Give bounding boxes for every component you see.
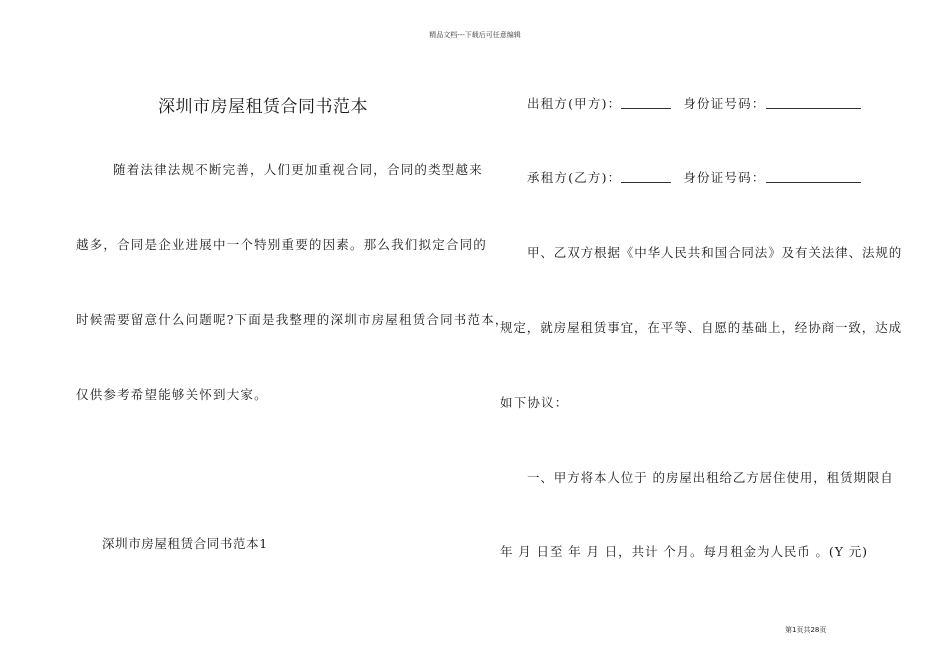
preamble-line-2: 规定，就房屋租赁事宜，在平等、自愿的基础上，经协商一致，达成 xyxy=(500,320,903,335)
lessor-id-blank xyxy=(766,96,861,109)
lessee-row xyxy=(527,168,861,186)
header-note: 精品文档---下载后可任意编辑 xyxy=(429,31,521,39)
page-indicator: 第1页共28页 xyxy=(785,626,827,634)
clause-1-line-2: 年 月 日至 年 月 日，共计 个月。每月租金为人民币 。(Y 元) xyxy=(500,544,868,559)
intro-line-4: 仅供参考希望能够关怀到大家。 xyxy=(76,387,268,402)
lessor-row xyxy=(527,94,861,112)
lessor-label: 出租方(甲方)： xyxy=(527,96,622,111)
preamble-line-3: 如下协议： xyxy=(500,395,569,410)
intro-line-2: 越多，合同是企业进展中一个特别重要的因素。那么我们拟定合同的 xyxy=(76,237,488,252)
intro-line-3: 时候需要留意什么问题呢?下面是我整理的深圳市房屋租赁合同书范本， xyxy=(76,312,509,327)
section-heading: 深圳市房屋租赁合同书范本1 xyxy=(102,536,268,551)
clause-1-line-1: 一、甲方将本人位于 的房屋出租给乙方居住使用，租赁期限自 xyxy=(527,470,894,485)
lessee-label: 承租方(乙方)： xyxy=(527,170,622,185)
lessee-id-label: 身份证号码： xyxy=(683,170,766,185)
lessor-name-blank xyxy=(621,96,671,109)
document-title: 深圳市房屋租赁合同书范本 xyxy=(158,97,368,117)
intro-line-1: 随着法律法规不断完善，人们更加重视合同，合同的类型越来 xyxy=(113,162,483,177)
preamble-line-1: 甲、乙双方根据《中华人民共和国合同法》及有关法律、法规的 xyxy=(527,245,903,260)
lessee-id-blank xyxy=(766,170,861,183)
lessor-id-label: 身份证号码： xyxy=(683,96,766,111)
lessee-name-blank xyxy=(621,170,671,183)
